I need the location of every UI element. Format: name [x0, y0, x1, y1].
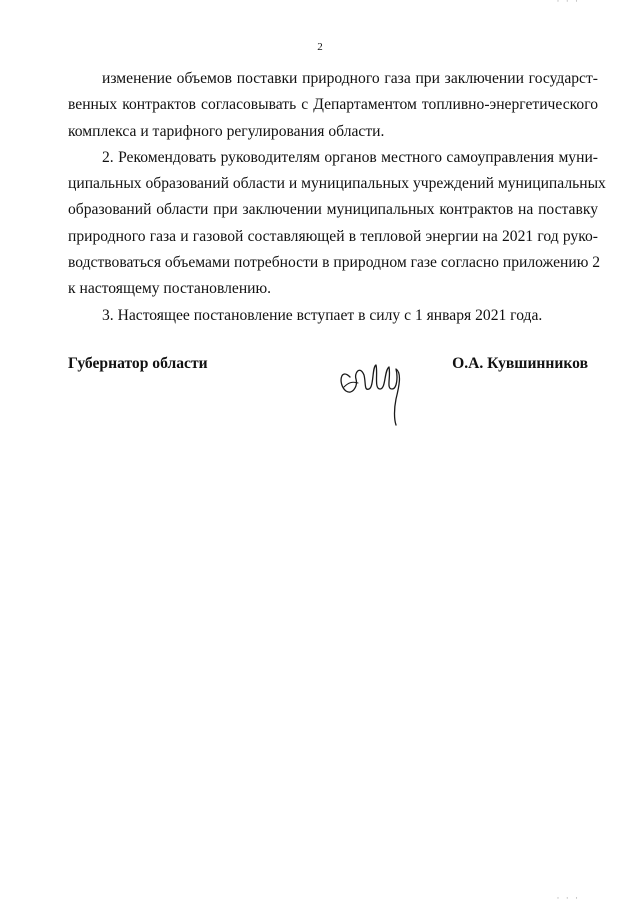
document-body	[68, 66, 606, 329]
paragraph-1-line-1: изменение объемов поставки природного газа при заключении государст-	[102, 70, 598, 87]
signer-name: О.А. Кувшинников	[452, 355, 588, 372]
paragraph-1	[68, 66, 598, 145]
signer-title: Губернатор области	[68, 355, 208, 372]
paragraph-2	[68, 145, 606, 303]
scan-artifact-bottom: · · ·	[556, 893, 580, 903]
paragraph-2-line-3: образований области при заключении муниципальных контрактов на поставку	[68, 201, 598, 219]
scan-artifact-top: · · ·	[556, 0, 580, 6]
paragraph-2-line-5: водствоваться объемами потребности в природном газе согласно приложению 2	[68, 254, 601, 272]
paragraph-1-line-3: комплекса и тарифного регулирования области.	[68, 122, 385, 140]
paragraph-3-line-1: 3. Настоящее постановление вступает в силу с 1 января 2021 года.	[102, 306, 543, 324]
paragraph-3	[68, 303, 598, 329]
signature-block	[68, 355, 588, 435]
paragraph-2-line-6: к настоящему постановлению.	[68, 280, 272, 298]
paragraph-2-line-1: 2. Рекомендовать руководителям органов местного самоуправления муни-	[102, 148, 598, 166]
page-number: 2	[317, 41, 323, 53]
paragraph-1-line-2: венных контрактов согласовывать с Департаментом топливно-энергетического	[68, 96, 598, 114]
paragraph-2-line-2: ципальных образований области и муниципальных учреждений муниципальных	[68, 175, 606, 193]
handwritten-signature	[336, 347, 416, 427]
paragraph-2-line-4: природного газа и газовой составляющей в тепловой энергии на 2021 год руко-	[68, 227, 598, 245]
